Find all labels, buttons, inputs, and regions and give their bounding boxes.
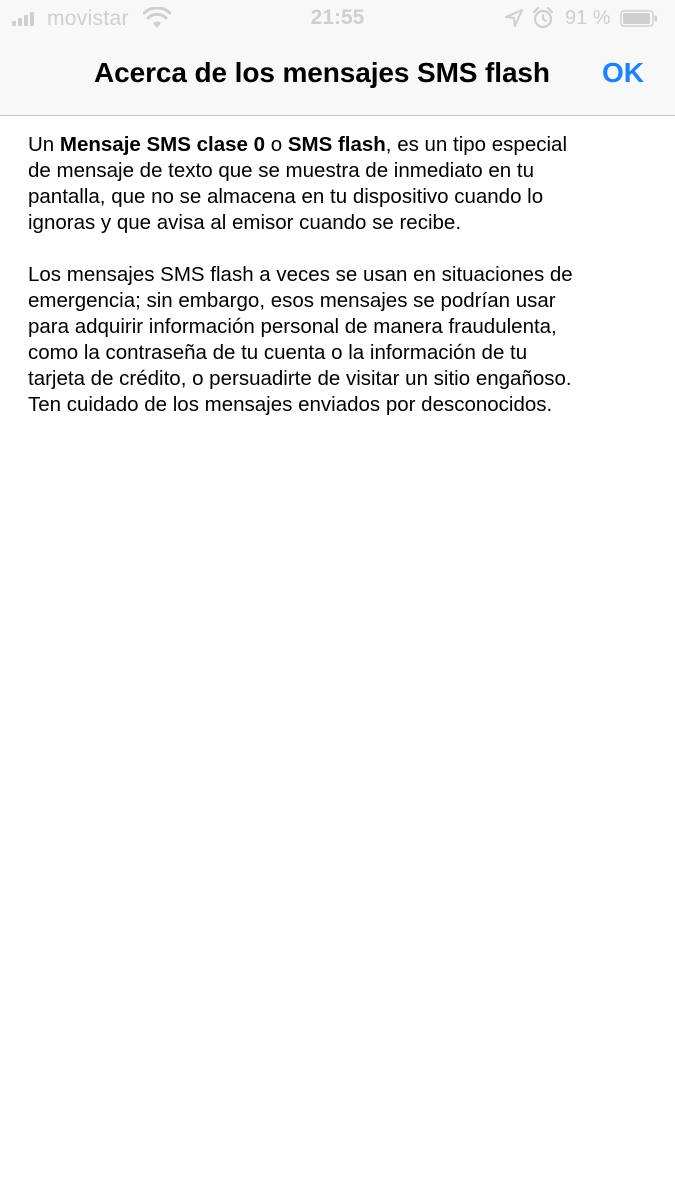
- battery-percentage: 91 %: [565, 7, 611, 29]
- paragraph-line: pantalla, que no se almacena en tu dispositivo cuando lo: [28, 185, 544, 208]
- paragraph-line: Un Mensaje SMS clase 0 o SMS flash, es un tipo especial: [28, 133, 567, 156]
- paragraph-line: emergencia; sin embargo, esos mensajes se podrían usar: [28, 289, 556, 312]
- info-content: [28, 132, 658, 444]
- status-bar: [0, 0, 675, 38]
- bold-term: Mensaje SMS clase 0: [59, 133, 266, 156]
- paragraph-definition: [28, 132, 658, 236]
- carrier-name: movistar: [47, 7, 129, 30]
- paragraph-line: ignoras y que avisa al emisor cuando se recibe.: [28, 211, 462, 234]
- paragraph-line: de mensaje de texto que se muestra de inmediato en tu: [28, 159, 534, 182]
- ok-button[interactable]: OK: [602, 57, 644, 88]
- paragraph-line: Los mensajes SMS flash a veces se usan en situaciones de: [28, 263, 573, 286]
- paragraph-line: tarjeta de crédito, o persuadirte de visitar un sitio engañoso.: [28, 367, 572, 390]
- location-arrow-icon: [505, 9, 523, 27]
- page-title: Acerca de los mensajes SMS flash: [94, 57, 550, 88]
- navigation-header: [0, 0, 675, 116]
- paragraph-warning: [28, 262, 658, 418]
- battery-icon: [620, 10, 658, 27]
- bold-term: SMS flash: [287, 133, 386, 156]
- status-time: 21:55: [310, 6, 365, 29]
- paragraph-line: Ten cuidado de los mensajes enviados por desconocidos.: [28, 393, 553, 416]
- paragraph-line: como la contraseña de tu cuenta o la información de tu: [28, 341, 528, 364]
- paragraph-line: para adquirir información personal de manera fraudulenta,: [28, 315, 557, 338]
- alarm-clock-icon: [532, 7, 554, 29]
